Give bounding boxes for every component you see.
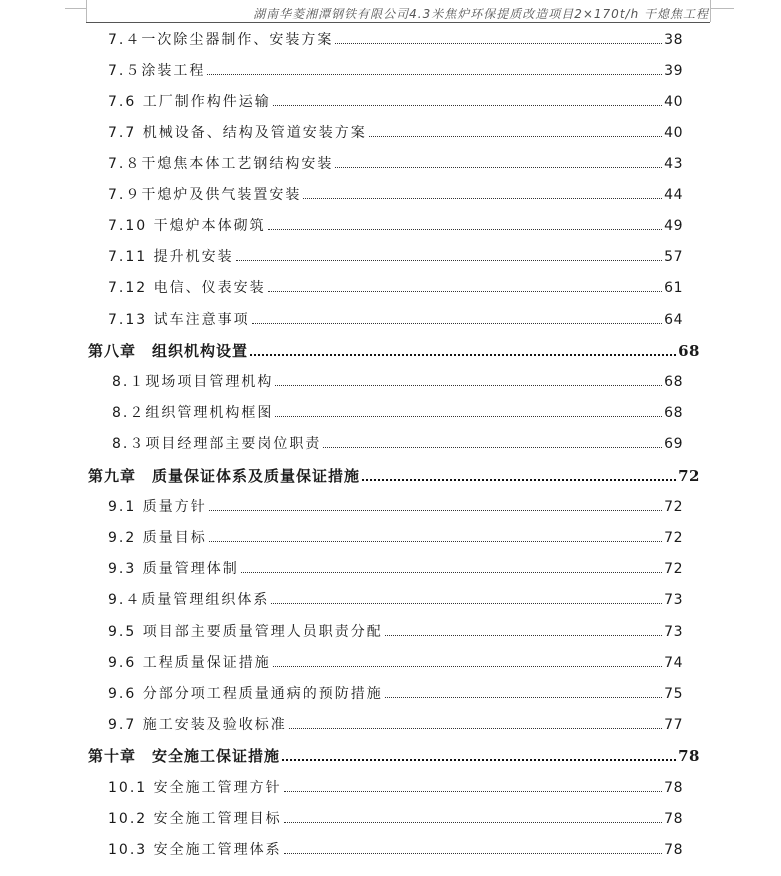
toc-entry-label: 10.1 安全施工管理方针 — [108, 780, 282, 796]
toc-entry-page: 78 — [664, 780, 683, 796]
toc-entry[interactable] — [108, 839, 683, 861]
toc-entry-label: 7.11 提升机安装 — [108, 249, 234, 265]
toc-entry[interactable] — [112, 371, 683, 393]
toc-chapter-label: 第十章 安全施工保证措施 — [88, 747, 281, 765]
toc-entry-page: 78 — [664, 842, 683, 858]
toc-chapter-entry[interactable] — [88, 745, 700, 767]
toc-entry-page: 73 — [664, 592, 683, 608]
toc-leader-dots — [335, 43, 662, 44]
toc-entry-label: 9.2 质量目标 — [108, 530, 207, 546]
header-rule — [86, 22, 710, 23]
toc-chapter-page: 72 — [678, 467, 700, 485]
toc-entry-page: 57 — [664, 249, 683, 265]
toc-entry-page: 74 — [664, 655, 683, 671]
toc-leader-dots — [271, 603, 662, 604]
toc-entry-page: 49 — [664, 218, 683, 234]
toc-leader-dots — [207, 74, 662, 75]
toc-entry-page: 68 — [664, 405, 683, 421]
toc-entry-label: 7.6 工厂制作构件运输 — [108, 94, 271, 110]
toc-chapter-page: 78 — [678, 747, 700, 765]
toc-entry[interactable] — [108, 558, 683, 580]
toc-entry[interactable] — [108, 153, 683, 175]
toc-entry-page: 61 — [664, 280, 683, 296]
toc-chapter-label: 第八章 组织机构设置 — [88, 342, 249, 360]
toc-leader-dots — [323, 447, 662, 448]
header-corner-mark-right — [710, 0, 734, 9]
toc-entry-page: 43 — [664, 156, 683, 172]
toc-entry-page: 75 — [664, 686, 683, 702]
toc-entry[interactable] — [108, 60, 683, 82]
toc-entry[interactable] — [108, 527, 683, 549]
header-corner-line-left — [86, 0, 87, 22]
toc-leader-dots — [273, 105, 662, 106]
toc-entry-page: 69 — [664, 436, 683, 452]
toc-entry-page: 38 — [664, 32, 683, 48]
toc-leader-dots — [303, 198, 662, 199]
toc-leader-dots — [284, 822, 663, 823]
toc-chapter-page: 68 — [678, 342, 700, 360]
toc-entry-label: 9.1 质量方针 — [108, 499, 207, 515]
toc-entry-label: 8.２组织管理机构框图 — [112, 405, 274, 421]
toc-entry[interactable] — [112, 433, 683, 455]
toc-leader-dots — [275, 416, 662, 417]
toc-entry-label: 7.13 试车注意事项 — [108, 312, 250, 328]
toc-leader-dots — [284, 853, 663, 854]
toc-entry-label: 7.８干熄焦本体工艺钢结构安装 — [108, 156, 334, 172]
toc-leader-dots — [241, 572, 662, 573]
toc-leader-dots — [268, 291, 663, 292]
toc-leader-dots — [268, 229, 663, 230]
toc-entry[interactable] — [108, 496, 683, 518]
toc-entry-label: 9.４质量管理组织体系 — [108, 592, 270, 608]
toc-entry[interactable] — [108, 215, 683, 237]
toc-entry-page: 78 — [664, 811, 683, 827]
toc-entry-page: 44 — [664, 187, 683, 203]
toc-entry-label: 7.９干熄炉及供气装置安装 — [108, 187, 302, 203]
toc-entry[interactable] — [108, 91, 683, 113]
toc-leader-dots — [362, 479, 676, 481]
toc-entry[interactable] — [108, 808, 683, 830]
toc-entry[interactable] — [108, 652, 683, 674]
toc-entry-page: 72 — [664, 561, 683, 577]
toc-entry-label: 9.7 施工安装及验收标准 — [108, 717, 287, 733]
toc-entry-label: 7.４一次除尘器制作、安装方案 — [108, 32, 334, 48]
toc-entry[interactable] — [108, 29, 683, 51]
toc-entry[interactable] — [108, 589, 683, 611]
toc-entry-page: 72 — [664, 530, 683, 546]
toc-entry[interactable] — [108, 309, 683, 331]
toc-entry[interactable] — [108, 683, 683, 705]
toc-entry[interactable] — [112, 402, 683, 424]
toc-entry-label: 7.５涂装工程 — [108, 63, 206, 79]
toc-entry-page: 77 — [664, 717, 683, 733]
toc-chapter-label: 第九章 质量保证体系及质量保证措施 — [88, 467, 361, 485]
toc-entry-page: 68 — [664, 374, 683, 390]
toc-entry[interactable] — [108, 777, 683, 799]
toc-leader-dots — [282, 759, 676, 761]
toc-entry-label: 8.１现场项目管理机构 — [112, 374, 274, 390]
toc-entry[interactable] — [108, 277, 683, 299]
toc-leader-dots — [209, 510, 662, 511]
toc-entry[interactable] — [108, 714, 683, 736]
header-corner-mark-left — [65, 0, 87, 9]
toc-leader-dots — [369, 136, 662, 137]
toc-leader-dots — [289, 728, 662, 729]
toc-entry-label: 7.10 干熄炉本体砌筑 — [108, 218, 266, 234]
toc-entry-page: 40 — [664, 94, 683, 110]
toc-leader-dots — [273, 666, 662, 667]
toc-leader-dots — [209, 541, 662, 542]
toc-leader-dots — [275, 385, 662, 386]
toc-leader-dots — [236, 260, 663, 261]
toc-chapter-entry[interactable] — [88, 340, 700, 362]
toc-entry[interactable] — [108, 184, 683, 206]
toc-leader-dots — [284, 791, 663, 792]
toc-entry-page: 39 — [664, 63, 683, 79]
header-corner-line-right — [710, 0, 711, 22]
toc-entry-label: 10.2 安全施工管理目标 — [108, 811, 282, 827]
toc-entry-label: 7.12 电信、仪表安装 — [108, 280, 266, 296]
toc-entry-label: 9.6 工程质量保证措施 — [108, 655, 271, 671]
toc-leader-dots — [335, 167, 662, 168]
toc-entry-label: 10.3 安全施工管理体系 — [108, 842, 282, 858]
toc-entry[interactable] — [108, 621, 683, 643]
toc-entry-page: 64 — [664, 312, 683, 328]
toc-entry-label: 9.3 质量管理体制 — [108, 561, 239, 577]
toc-entry-page: 72 — [664, 499, 683, 515]
toc-entry[interactable] — [108, 246, 683, 268]
toc-entry-label: 7.7 机械设备、结构及管道安装方案 — [108, 125, 367, 141]
toc-entry-page: 73 — [664, 624, 683, 640]
toc-entry-label: 8.３项目经理部主要岗位职责 — [112, 436, 322, 452]
toc-leader-dots — [252, 323, 663, 324]
toc-chapter-entry[interactable] — [88, 465, 700, 487]
running-header: 湖南华菱湘潭钢铁有限公司4.3米焦炉环保提质改造项目2×170t/h 干熄焦工程 — [253, 7, 709, 21]
toc-entry-label: 9.5 项目部主要质量管理人员职责分配 — [108, 624, 383, 640]
toc-entry[interactable] — [108, 122, 683, 144]
toc-leader-dots — [250, 354, 676, 356]
toc-leader-dots — [385, 697, 662, 698]
toc-entry-page: 40 — [664, 125, 683, 141]
toc-entry-label: 9.6 分部分项工程质量通病的预防措施 — [108, 686, 383, 702]
toc-leader-dots — [385, 635, 662, 636]
